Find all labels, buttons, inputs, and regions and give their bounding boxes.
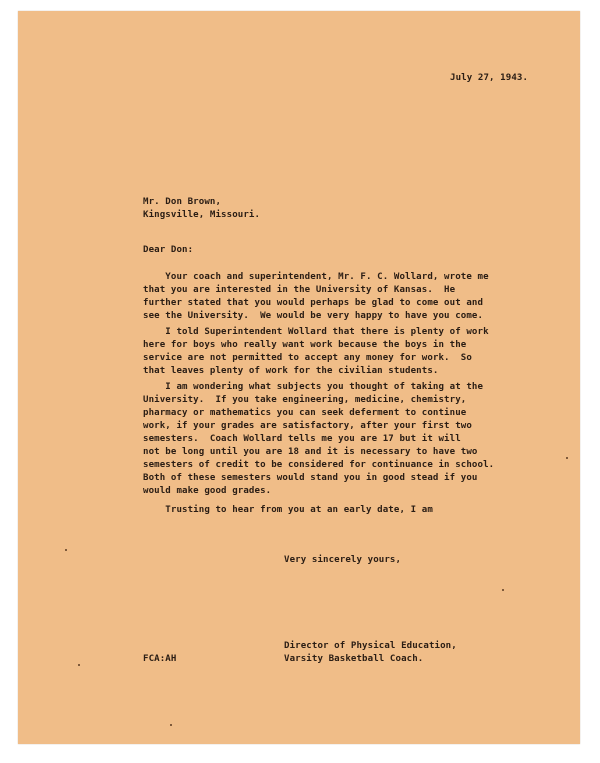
body-line: Your coach and superintendent, Mr. F. C. Wollard, wrote me	[143, 272, 489, 282]
reference-initials: FCA:AH	[143, 654, 177, 664]
body-line: I am wondering what subjects you thought of taking at the	[143, 382, 484, 392]
body-line: pharmacy or mathematics you can seek deferment to continue	[143, 408, 467, 418]
body-line: Trusting to hear from you at an early date, I am	[143, 505, 433, 515]
letter-date: July 27, 1943.	[450, 73, 529, 83]
body-line: that leaves plenty of work for the civilian students.	[143, 366, 439, 376]
body-line: Both of these semesters would stand you in good stead if you	[143, 473, 478, 483]
address-line: Kingsville, Missouri.	[143, 210, 261, 220]
body-line: here for boys who really want work because the boys in the	[143, 340, 467, 350]
body-line: see the University. We would be very happy to have you come.	[143, 311, 484, 321]
body-line: semesters. Coach Wollard tells me you are 17 but it will	[143, 434, 461, 444]
paper-speck	[502, 589, 504, 591]
paper-speck	[65, 549, 67, 551]
paper-speck	[170, 724, 172, 726]
body-line: not be long until you are 18 and it is necessary to have two	[143, 447, 478, 457]
paper-speck	[78, 664, 80, 666]
body-line: work, if your grades are satisfactory, after your first two	[143, 421, 472, 431]
body-paragraph	[143, 381, 494, 498]
complimentary-close: Very sincerely yours,	[284, 555, 402, 565]
body-line: I told Superintendent Wollard that there is plenty of work	[143, 327, 489, 337]
body-paragraph	[143, 271, 489, 323]
body-line: further stated that you would perhaps be glad to come out and	[143, 298, 484, 308]
body-paragraph	[143, 504, 433, 517]
letter-page	[18, 11, 580, 744]
address-line: Mr. Don Brown,	[143, 197, 222, 207]
signature-title: Varsity Basketball Coach.	[284, 654, 424, 664]
signature-block	[284, 640, 457, 666]
body-line: semesters of credit to be considered for continuance in school.	[143, 460, 495, 470]
paper-speck	[566, 457, 568, 459]
body-paragraph	[143, 326, 489, 378]
body-line: would make good grades.	[143, 486, 272, 496]
salutation: Dear Don:	[143, 245, 194, 255]
body-line: that you are interested in the University of Kansas. He	[143, 285, 456, 295]
body-line: service are not permitted to accept any money for work. So	[143, 353, 472, 363]
inside-address	[143, 196, 260, 222]
body-line: University. If you take engineering, medicine, chemistry,	[143, 395, 467, 405]
signature-title: Director of Physical Education,	[284, 641, 457, 651]
